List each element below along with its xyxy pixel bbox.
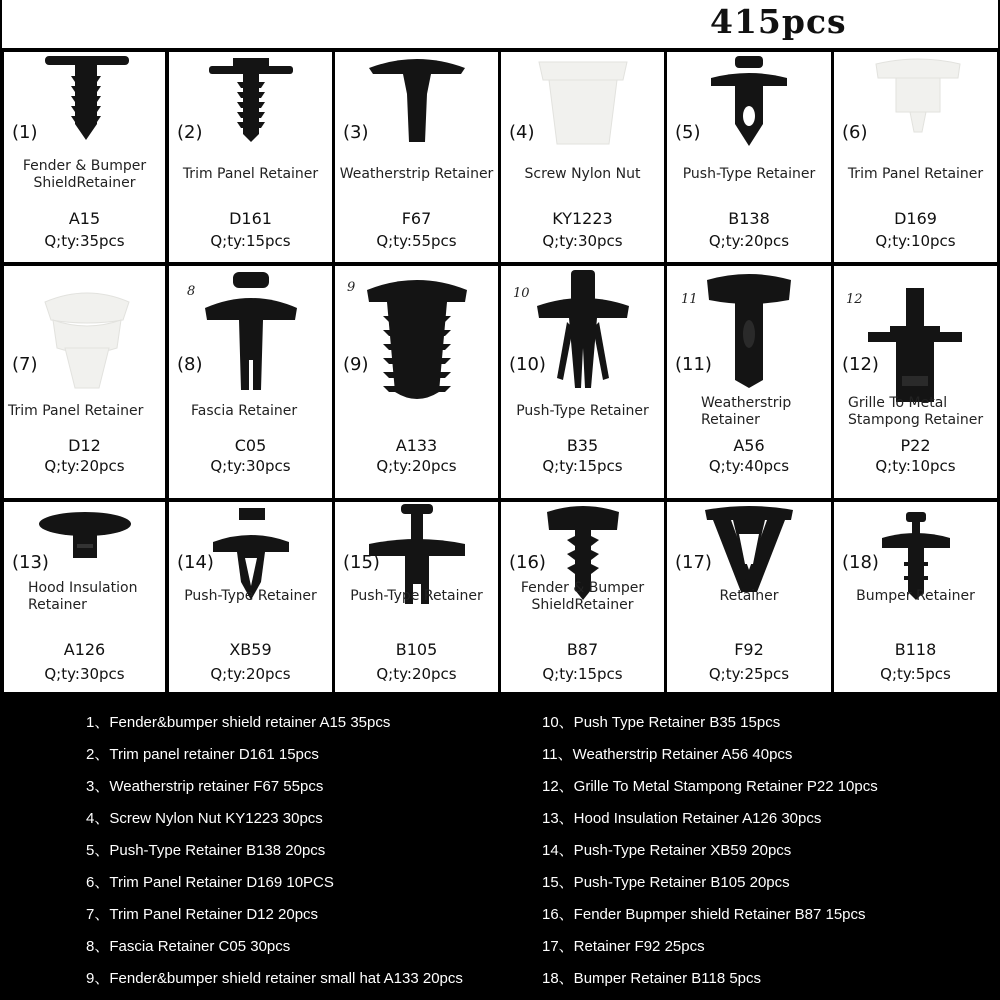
total-count-title: 415pcs (710, 2, 847, 41)
part-quantity: Q;ty:20pcs (376, 457, 457, 475)
parts-list-item: 13、Hood Insulation Retainer A126 30pcs (542, 810, 822, 827)
part-number: (3) (343, 122, 369, 143)
parts-list-item: 1、Fender&bumper shield retainer A15 35pcs (86, 714, 391, 731)
part-code: A126 (63, 640, 106, 659)
part-name: Screw Nylon Nut (524, 166, 641, 182)
part-cell (501, 52, 664, 262)
part-quantity: Q;ty:30pcs (44, 665, 125, 683)
part-cell (667, 502, 831, 692)
part-number: (1) (12, 122, 38, 143)
part-cell (335, 502, 498, 692)
part-quantity: Q;ty:40pcs (708, 457, 790, 475)
part-code: C05 (234, 436, 267, 455)
part-code: B118 (894, 640, 937, 659)
part-quantity: Q;ty:15pcs (210, 232, 291, 250)
part-code: P22 (900, 436, 931, 455)
fascia-retainer-icon (173, 270, 329, 404)
part-cell (4, 266, 165, 498)
part-name: Fender & Bumper ShieldRetainer (520, 580, 645, 613)
parts-list-item: 9、Fender&bumper shield retainer small hat A133 20pcs (86, 970, 463, 987)
part-number: (17) (675, 552, 712, 573)
part-name: Push-Type Retainer (184, 588, 317, 604)
part-number: (7) (12, 354, 38, 375)
part-quantity: Q;ty:35pcs (44, 232, 125, 250)
part-cell (335, 52, 498, 262)
part-number: (4) (509, 122, 535, 143)
part-quantity: Q;ty:20pcs (708, 232, 790, 250)
part-code: B35 (566, 436, 599, 455)
part-cell (667, 52, 831, 262)
part-code: F92 (734, 640, 764, 659)
parts-list-item: 12、Grille To Metal Stampong Retainer P22 10pcs (542, 778, 878, 795)
part-number: (8) (177, 354, 203, 375)
part-number: (11) (675, 354, 712, 375)
part-cell (335, 266, 498, 498)
part-number: (6) (842, 122, 868, 143)
part-code: XB59 (229, 640, 272, 659)
part-name: Bumper Retainer (856, 588, 975, 604)
handwritten-number: 12 (846, 292, 863, 307)
part-quantity: Q;ty:30pcs (542, 232, 623, 250)
part-cell (501, 502, 664, 692)
part-code: B87 (566, 640, 599, 659)
part-code: KY1223 (552, 209, 613, 228)
part-name: Retainer (719, 588, 779, 604)
part-number: (2) (177, 122, 203, 143)
parts-list-item: 15、Push-Type Retainer B105 20pcs (542, 874, 790, 891)
parts-list-item: 10、Push Type Retainer B35 15pcs (542, 714, 781, 731)
part-cell (834, 266, 997, 498)
part-cell (4, 52, 165, 262)
part-cell (169, 502, 332, 692)
part-number: (5) (675, 122, 701, 143)
parts-list-item: 11、Weatherstrip Retainer A56 40pcs (542, 746, 793, 763)
part-quantity: Q;ty:30pcs (210, 457, 291, 475)
part-number: (16) (509, 552, 546, 573)
part-cell (4, 502, 165, 692)
part-code: D161 (229, 209, 272, 228)
part-name: Trim Panel Retainer (847, 166, 984, 182)
part-code: B105 (395, 640, 438, 659)
hood-insulation-retainer-icon (7, 506, 163, 586)
part-name: Hood Insulation Retainer (28, 580, 138, 613)
handwritten-number: 11 (681, 292, 698, 307)
part-name: Push-Type Retainer (682, 166, 816, 182)
part-name: Trim Panel Retainer (182, 166, 319, 182)
parts-list-item: 17、Retainer F92 25pcs (542, 938, 705, 955)
part-cell (834, 502, 997, 692)
parts-list-item: 5、Push-Type Retainer B138 20pcs (86, 842, 326, 859)
part-name: Push-Type Retainer (350, 588, 483, 604)
part-code: B138 (728, 209, 770, 228)
part-cell (501, 266, 664, 498)
part-code: A56 (733, 436, 765, 455)
part-number: (9) (343, 354, 369, 375)
part-quantity: Q;ty:20pcs (44, 457, 125, 475)
part-quantity: Q;ty:15pcs (542, 665, 623, 683)
part-number: (13) (12, 552, 49, 573)
part-quantity: Q;ty:15pcs (542, 457, 623, 475)
parts-list-item: 14、Push-Type Retainer XB59 20pcs (542, 842, 792, 859)
part-quantity: Q;ty:25pcs (708, 665, 790, 683)
part-number: (18) (842, 552, 879, 573)
part-quantity: Q;ty:55pcs (376, 232, 457, 250)
parts-list-item: 3、Weatherstrip retainer F67 55pcs (86, 778, 324, 795)
parts-list-item: 4、Screw Nylon Nut KY1223 30pcs (86, 810, 323, 827)
part-cell (667, 266, 831, 498)
part-number: (10) (509, 354, 546, 375)
part-quantity: Q;ty:10pcs (875, 232, 956, 250)
part-name: Weatherstrip Retainer (701, 395, 792, 428)
part-name: Weatherstrip Retainer (339, 166, 494, 182)
handwritten-number: 9 (347, 280, 356, 295)
part-code: A15 (68, 209, 101, 228)
trim-panel-retainer-icon (7, 288, 163, 398)
part-code: F67 (401, 209, 432, 228)
part-quantity: Q;ty:20pcs (376, 665, 457, 683)
parts-list-item: 2、Trim panel retainer D161 15pcs (86, 746, 319, 763)
parts-list-item: 6、Trim Panel Retainer D169 10PCS (86, 874, 334, 891)
handwritten-number: 8 (187, 284, 196, 299)
handwritten-number: 10 (513, 286, 530, 301)
parts-list-item: 7、Trim Panel Retainer D12 20pcs (86, 906, 319, 923)
part-name: Push-Type Retainer (516, 403, 649, 419)
part-name: Fender & Bumper ShieldRetainer (22, 158, 147, 191)
part-number: (15) (343, 552, 380, 573)
parts-list-item: 18、Bumper Retainer B118 5pcs (542, 970, 762, 987)
parts-list-item: 16、Fender Bupmper shield Retainer B87 15pcs (542, 906, 866, 923)
part-number: (12) (842, 354, 879, 375)
part-cell (169, 266, 332, 498)
part-code: D12 (68, 436, 101, 455)
part-cell (834, 52, 997, 262)
part-quantity: Q;ty:5pcs (880, 665, 951, 683)
part-quantity: Q;ty:10pcs (875, 457, 956, 475)
parts-list-item: 8、Fascia Retainer C05 30pcs (86, 938, 291, 955)
part-name: Trim Panel Retainer (8, 403, 144, 419)
part-code: D169 (894, 209, 937, 228)
small-hat-retainer-icon (339, 272, 495, 402)
part-name: Fascia Retainer (191, 403, 298, 419)
part-number: (14) (177, 552, 214, 573)
part-code: A133 (395, 436, 438, 455)
part-cell (169, 52, 332, 262)
part-quantity: Q;ty:20pcs (210, 665, 291, 683)
header-banner (2, 0, 998, 50)
part-name: Grille To Metal Stampong Retainer (848, 395, 984, 428)
